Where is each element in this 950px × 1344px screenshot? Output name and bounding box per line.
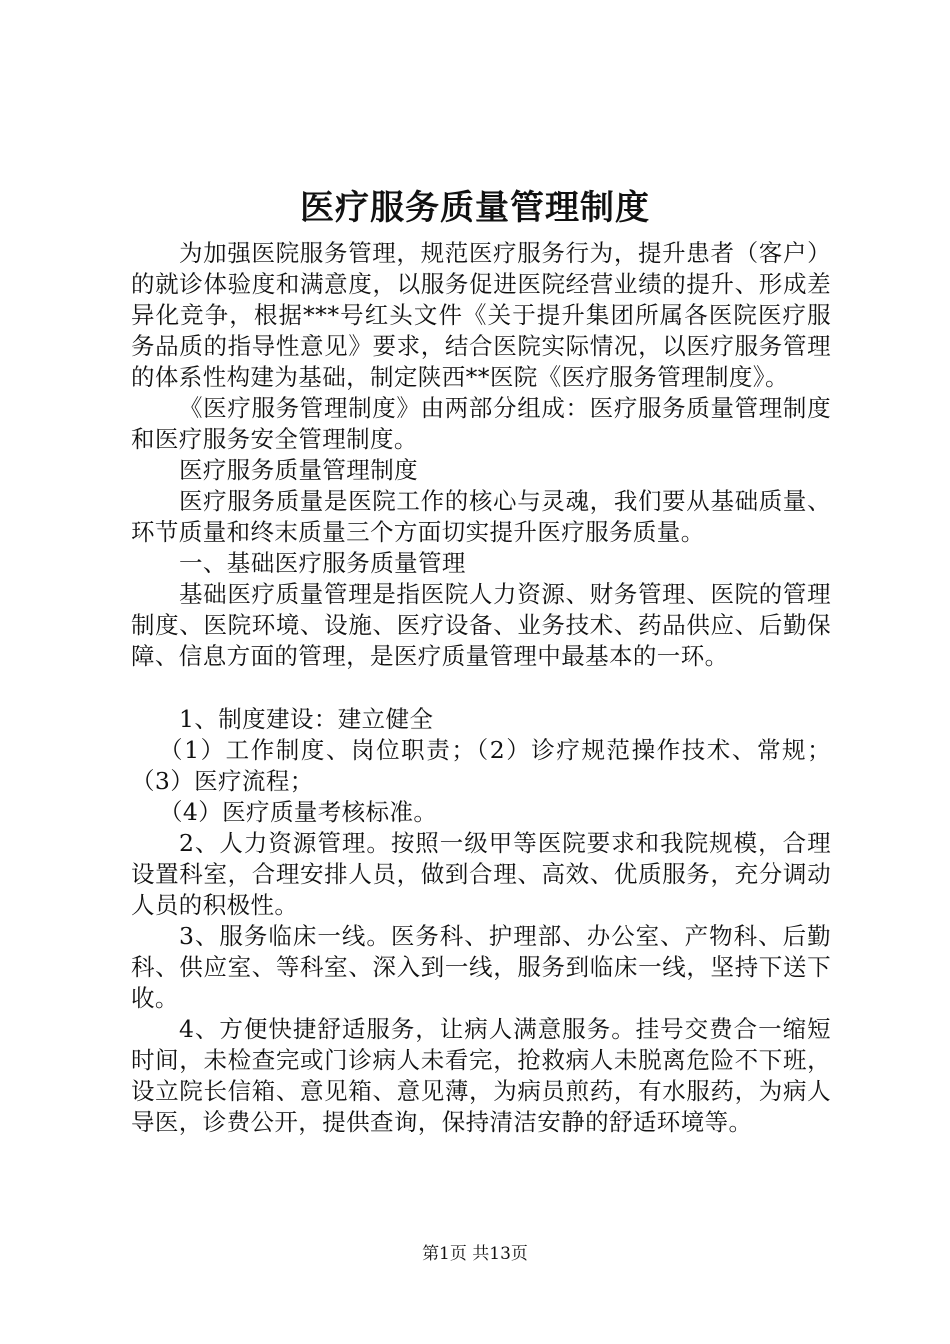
blank-line [131, 672, 831, 704]
subsection-heading: 一、基础医疗服务质量管理 [179, 549, 466, 577]
item-2: 2、人力资源管理。按照一级甲等医院要求和我院规模，合理设置科室，合理安排人员，做到合理、高效、优质服务，充分调动人员的积极性。 [131, 829, 831, 919]
item-1: 1、制度建设：建立健全 [179, 705, 434, 733]
section-heading: 医疗服务质量管理制度 [179, 456, 418, 484]
item-1-sub-b: （4）医疗质量考核标准。 [159, 798, 438, 826]
paragraph-intro: 为加强医院服务管理，规范医疗服务行为，提升患者（客户）的就诊体验度和满意度，以服务促进医院经营业绩的提升、形成差异化竞争，根据***号红头文件《关于提升集团所属各医院医疗服务品质的指导性意见》要求，结合医院实际情况，以医疗服务管理的体系性构建为基础，制定陕西**医院《医疗服务管理制度》。 [131, 239, 831, 391]
document-title: 医疗服务质量管理制度 [300, 188, 650, 228]
paragraph-composition: 《医疗服务管理制度》由两部分组成：医疗服务质量管理制度和医疗服务安全管理制度。 [131, 394, 831, 453]
document-body [131, 238, 831, 1138]
paragraph-basic-quality: 基础医疗质量管理是指医院人力资源、财务管理、医院的管理制度、医院环境、设施、医疗设备、业务技术、药品供应、后勤保障、信息方面的管理，是医疗质量管理中最基本的一环。 [131, 580, 831, 670]
page-footer: 第1页 共13页 [422, 1244, 528, 1264]
item-1-sub-a: （1）工作制度、岗位职责；（2）诊疗规范操作技术、常规；（3）医疗流程； [131, 736, 831, 795]
item-3: 3、服务临床一线。医务科、护理部、办公室、产物科、后勤科、供应室、等科室、深入到一线，服务到临床一线，坚持下送下收。 [131, 922, 831, 1012]
paragraph-quality-core: 医疗服务质量是医院工作的核心与灵魂，我们要从基础质量、环节质量和终末质量三个方面切实提升医疗服务质量。 [131, 487, 831, 546]
item-4: 4、方便快捷舒适服务，让病人满意服务。挂号交费合一缩短时间，未检查完或门诊病人未看完，抢救病人未脱离危险不下班，设立院长信箱、意见箱、意见薄，为病员煎药，有水服药，为病人导医，诊费公开，提供查询，保持清洁安静的舒适环境等。 [131, 1015, 831, 1136]
